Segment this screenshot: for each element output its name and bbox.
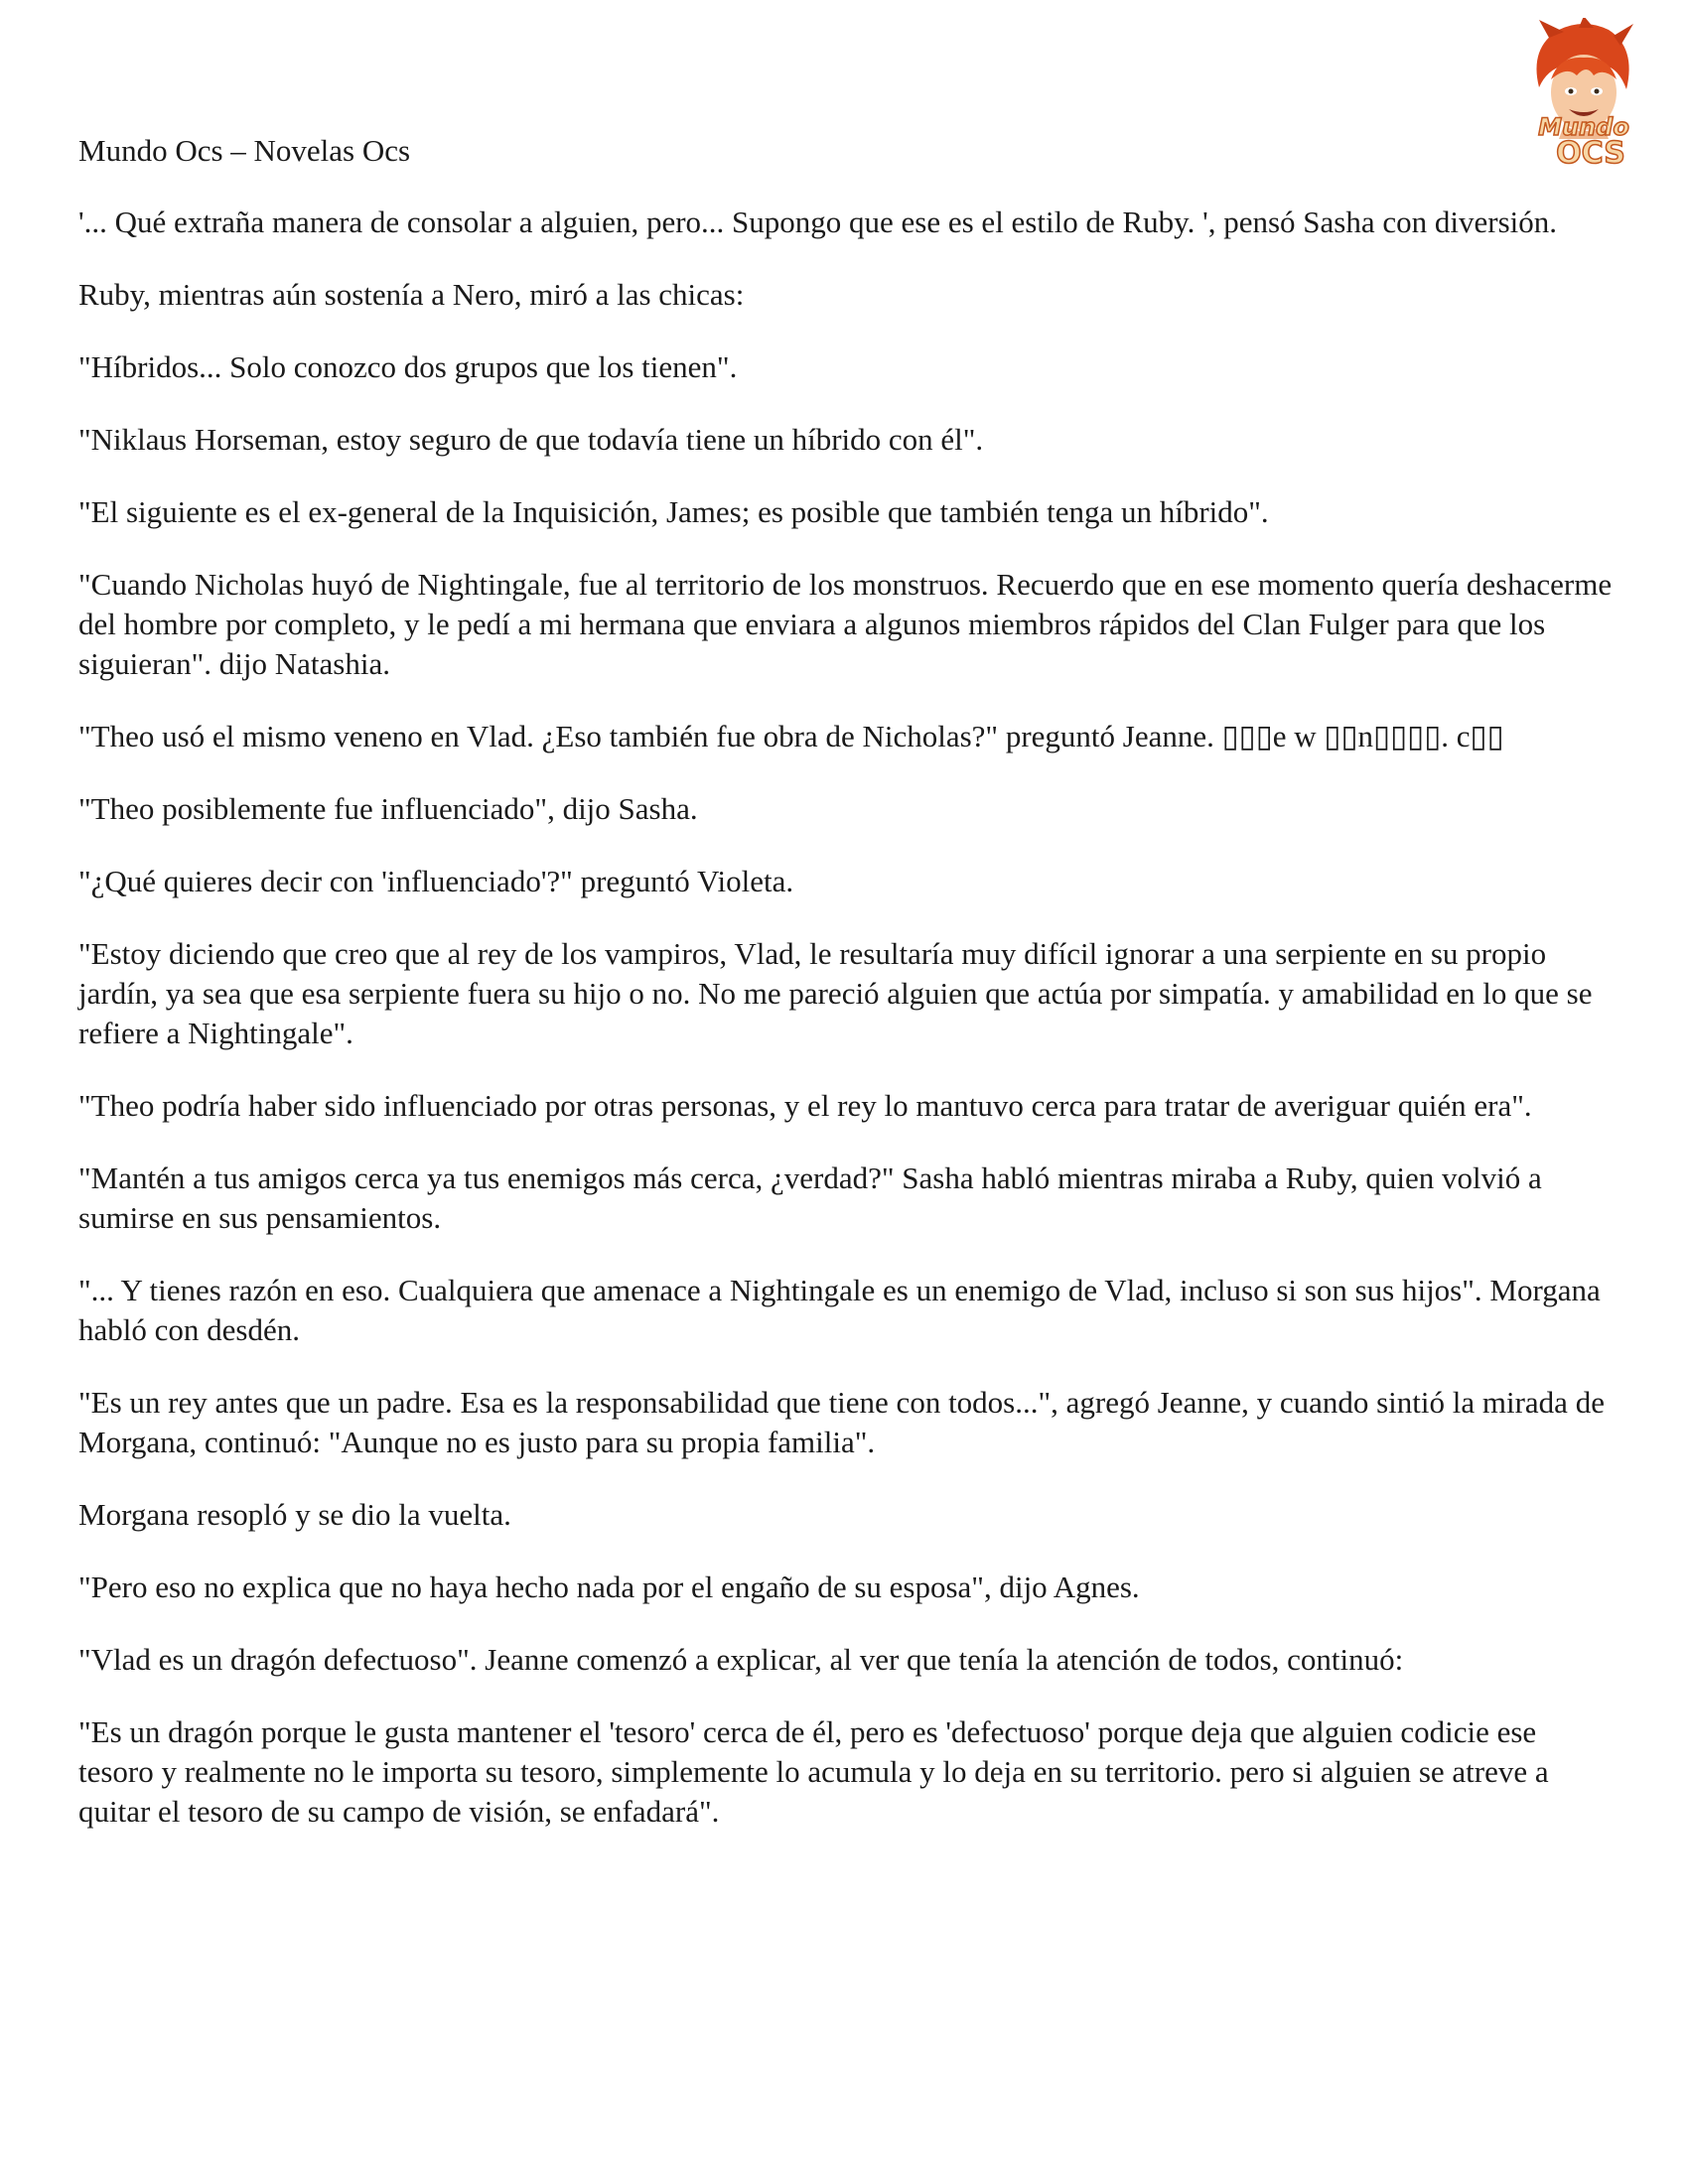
paragraph: "Es un rey antes que un padre. Esa es la responsabilidad que tiene con todos...", agregó Jeanne, y cuando sintió la mirada de Morgana, continuó: "Aunque no es justo para su propia familia". <box>78 1385 1605 1459</box>
paragraph: "Estoy diciendo que creo que al rey de los vampiros, Vlad, le resultaría muy difícil ignorar a una serpiente en su propio jardín, ya sea que esa serpiente fuera su hijo o no. No me pareció alguien que actúa por simpatía. y amabilidad en lo que se refiere a Nightingale". <box>78 936 1593 1050</box>
paragraph: "¿Qué quieres decir con 'influenciado'?" preguntó Violeta. <box>78 864 794 898</box>
paragraph: "El siguiente es el ex-general de la Inquisición, James; es posible que también tenga un híbrido". <box>78 494 1269 529</box>
paragraph: "Theo posiblemente fue influenciado", dijo Sasha. <box>78 791 698 826</box>
paragraph: '... Qué extraña manera de consolar a alguien, pero... Supongo que ese es el estilo de Ruby. ', pensó Sasha con diversión. <box>78 205 1557 239</box>
paragraph: "... Y tienes razón en eso. Cualquiera que amenace a Nightingale es un enemigo de Vlad, incluso si son sus hijos". Morgana habló con desdén. <box>78 1273 1601 1347</box>
svg-text:Mundo: Mundo <box>1538 113 1629 141</box>
paragraph: "Pero eso no explica que no haya hecho nada por el engaño de su esposa", dijo Agnes. <box>78 1570 1140 1604</box>
paragraph: "Es un dragón porque le gusta mantener el 'tesoro' cerca de él, pero es 'defectuoso' porque deja que alguien codicie ese tesoro y realmente no le importa su tesoro, simplemente lo acumula y lo deja en su territorio. pero si alguien se atreve a quitar el tesoro de su campo de visión, se enfadará". <box>78 1714 1549 1829</box>
paragraph: "Mantén a tus amigos cerca ya tus enemigos más cerca, ¿verdad?" Sasha habló mientras miraba a Ruby, quien volvió a sumirse en sus pensamientos. <box>78 1160 1542 1235</box>
paragraph: "Vlad es un dragón defectuoso". Jeanne comenzó a explicar, al ver que tenía la atención de todos, continuó: <box>78 1642 1404 1677</box>
document-page <box>78 131 1613 1864</box>
site-title: Mundo Ocs – Novelas Ocs <box>78 133 411 168</box>
paragraph: "Híbridos... Solo conozco dos grupos que los tienen". <box>78 349 738 384</box>
svg-text:OCS: OCS <box>1556 136 1625 171</box>
paragraph: Morgana resopló y se dio la vuelta. <box>78 1497 511 1532</box>
paragraph: "Cuando Nicholas huyó de Nightingale, fue al territorio de los monstruos. Recuerdo que en ese momento quería deshacerme del hombre por completo, y le pedí a mi hermana que enviara a algunos miembros rápidos del Clan Fulger para que los siguieran". dijo Natashia. <box>78 567 1613 681</box>
paragraph: Ruby, mientras aún sostenía a Nero, miró a las chicas: <box>78 277 745 312</box>
paragraph: "Theo podría haber sido influenciado por otras personas, y el rey lo mantuvo cerca para tratar de averiguar quién era". <box>78 1088 1532 1123</box>
paragraph: "Theo usó el mismo veneno en Vlad. ¿Eso también fue obra de Nicholas?" preguntó Jeanne. ▯▯▯e w ▯▯n▯▯▯▯. c▯▯ <box>78 719 1504 753</box>
paragraph: "Niklaus Horseman, estoy seguro de que todavía tiene un híbrido con él". <box>78 422 984 457</box>
